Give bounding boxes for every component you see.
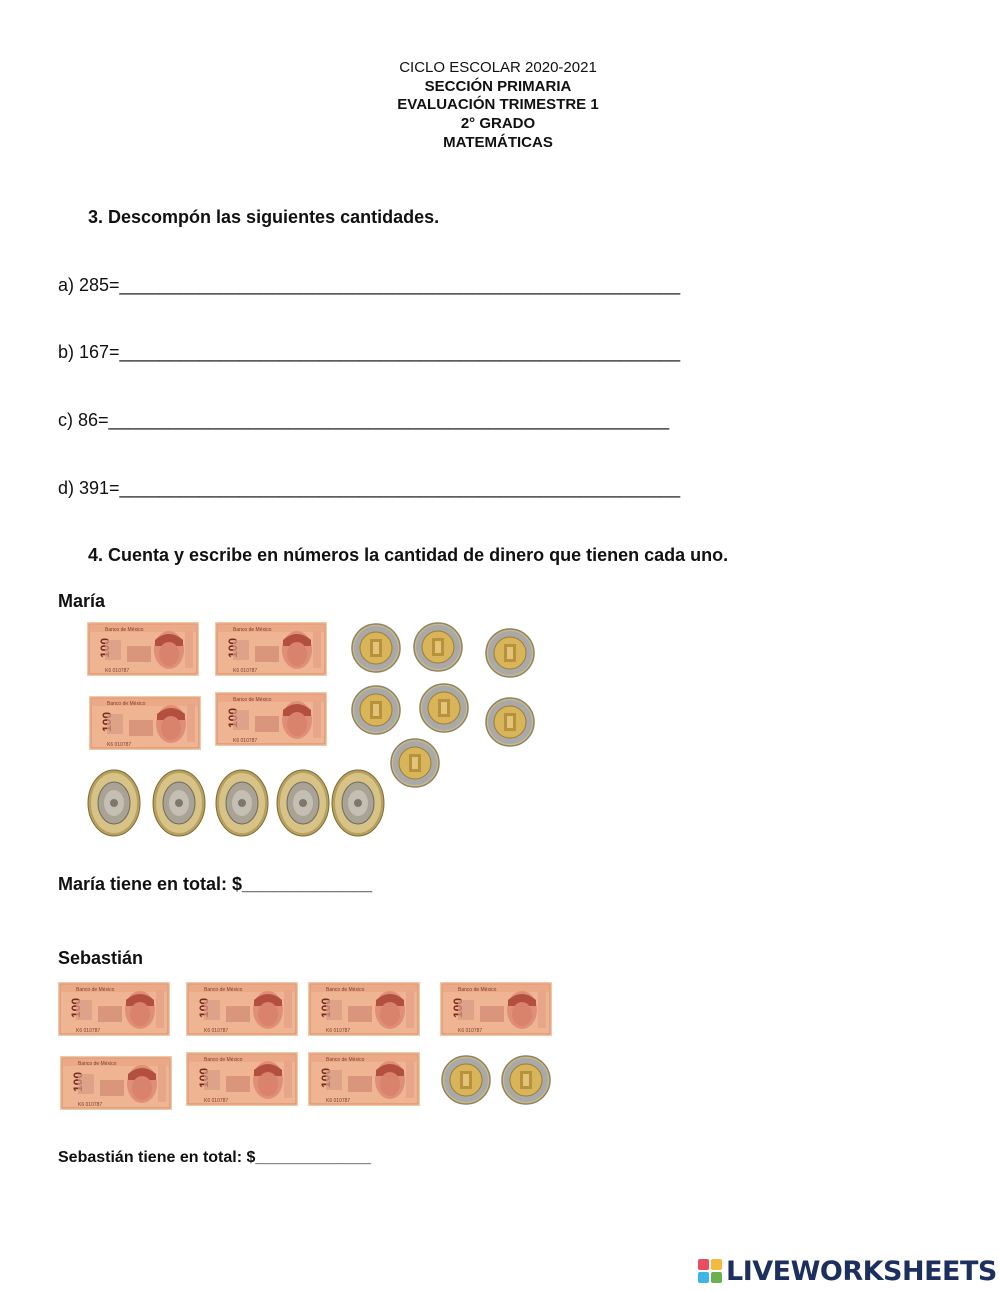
coin-10-icon <box>152 768 206 838</box>
bill-100-icon <box>87 622 199 676</box>
logo-grid-icon <box>698 1259 722 1283</box>
item-b[interactable]: b) 167=________________________________________________________ <box>58 342 681 362</box>
maria-total[interactable]: María tiene en total: $_____________ <box>58 874 373 894</box>
item-d[interactable]: d) 391=________________________________________________________ <box>58 478 681 498</box>
logo-text: LIVEWORKSHEETS <box>726 1255 997 1287</box>
bill-100-icon <box>186 1052 298 1106</box>
bill-100-icon <box>89 696 201 750</box>
bill-100-icon <box>186 982 298 1036</box>
maria-name: María <box>58 591 106 611</box>
header-grade: 2° GRADO <box>460 115 536 132</box>
coin-1-icon <box>350 622 402 674</box>
header-evaluation: EVALUACIÓN TRIMESTRE 1 <box>397 96 599 113</box>
bill-100-icon <box>60 1056 172 1110</box>
sebastian-name: Sebastián <box>58 948 144 968</box>
coin-10-icon <box>331 768 385 838</box>
question-4-title: 4. Cuenta y escribe en números la cantidad de dinero que tienen cada uno. <box>88 545 729 565</box>
bill-100-icon <box>440 982 552 1036</box>
header-cycle: CICLO ESCOLAR 2020-2021 <box>399 59 597 76</box>
coin-1-icon <box>389 737 441 789</box>
item-a[interactable]: a) 285=________________________________________________________ <box>58 275 681 295</box>
bill-100-icon <box>58 982 170 1036</box>
bill-100-icon <box>308 1052 420 1106</box>
coin-1-icon <box>484 627 536 679</box>
question-3-title: 3. Descompón las siguientes cantidades. <box>88 207 440 227</box>
bill-100-icon <box>215 692 327 746</box>
bill-100-icon <box>308 982 420 1036</box>
coin-1-icon <box>500 1054 552 1106</box>
coin-1-icon <box>350 684 402 736</box>
item-c[interactable]: c) 86=________________________________________________________ <box>58 410 670 430</box>
coin-10-icon <box>87 768 141 838</box>
header-subject: MATEMÁTICAS <box>443 134 553 151</box>
coin-1-icon <box>412 621 464 673</box>
header-section: SECCIÓN PRIMARIA <box>424 78 572 95</box>
liveworksheets-logo <box>698 1256 997 1286</box>
coin-1-icon <box>484 696 536 748</box>
coin-1-icon <box>440 1054 492 1106</box>
bill-100-icon <box>215 622 327 676</box>
sebastian-total[interactable]: Sebastián tiene en total: $_____________ <box>58 1149 372 1166</box>
coin-10-icon <box>215 768 269 838</box>
coin-10-icon <box>276 768 330 838</box>
coin-1-icon <box>418 682 470 734</box>
